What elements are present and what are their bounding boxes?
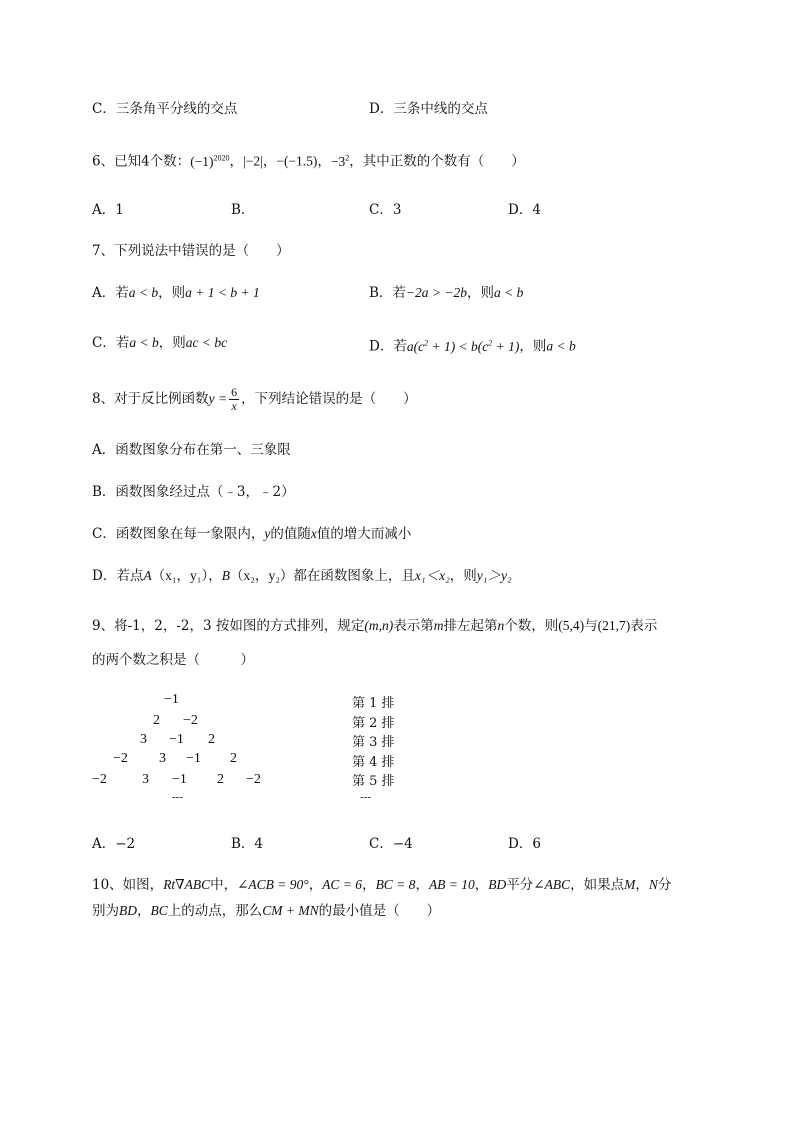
row-label: 第 4 排 — [352, 754, 395, 770]
q9-stem-line2: 的两个数之积是（ ） — [92, 652, 254, 668]
rows-ellipsis: --- — [360, 791, 371, 803]
triangle-ellipsis: --- — [172, 791, 183, 803]
q7-option-a: A．若a < b，则a + 1 < b + 1 — [92, 285, 260, 301]
q7-option-b: B．若−2a > −2b，则a < b — [369, 285, 524, 301]
q7-stem: 7、下列说法中错误的是（ ） — [92, 243, 290, 259]
q9-option-c: C．−4 — [369, 836, 413, 852]
q9-option-a: A．−2 — [92, 836, 136, 852]
q6-option-c: C．3 — [369, 202, 402, 218]
triangle-number: 2 — [217, 772, 224, 787]
q6-number-4: $-3^2$ — [330, 153, 350, 169]
row-labels — [352, 694, 395, 792]
q8-stem: 8、对于反比例函数y = $\frac{6}{x}$ ，下列结论错误的是（ ） — [92, 385, 417, 413]
q6-number-2: |−2| — [243, 153, 263, 169]
triangle-number: −2 — [92, 772, 107, 787]
row-label: 第 1 排 — [352, 696, 395, 711]
triangle-number: 2 — [208, 732, 215, 747]
triangle-number: 3 — [142, 772, 149, 787]
q5-option-c: C．三条角平分线的交点 — [92, 101, 238, 117]
q9-option-b: B．4 — [231, 836, 264, 852]
row-label: 第 5 排 — [352, 774, 395, 789]
triangle-number: 2 — [230, 751, 237, 766]
q6-option-a: A．1 — [92, 202, 124, 218]
triangle-number: −2 — [113, 751, 128, 766]
q5-option-d: D．三条中线的交点 — [369, 101, 488, 117]
q6-number-3: −(−1.5) — [276, 153, 318, 169]
q7-option-d: D．若$a(c^2 + 1) < b(c^2 + 1)$，则a < b — [369, 338, 576, 355]
q10-stem-line1: 10、如图，Rt∇ABC中，∠ACB = 90°，AC = 6，BC = 8，AB = 10，BD平分∠ABC，如果点M，N分 — [92, 877, 672, 893]
q8-option-d: D．若点A（x₁，y₁），B（x₂，y₂）都在函数图象上，且x₁＜x₂，则y₁＞y₂ — [92, 568, 512, 584]
triangle-number: −1 — [172, 772, 187, 787]
triangle-number: −1 — [186, 751, 201, 766]
triangle-number: −2 — [183, 713, 198, 728]
q8-option-a: A．函数图象分布在第一、三象限 — [92, 442, 291, 458]
q9-stem-line1: 9、将-1，2，-2，3 按如图的方式排列，规定(m,n)表示第m排左起第n个数，则(5,4)与(21,7)表示 — [92, 618, 658, 634]
row-label: 第 3 排 — [352, 735, 395, 750]
row-label: 第 2 排 — [352, 715, 395, 731]
triangle-number: −1 — [169, 732, 184, 747]
triangle-number: −2 — [246, 772, 261, 787]
q9-option-d: D．6 — [508, 836, 541, 852]
triangle-number: 3 — [140, 732, 147, 747]
q6-prefix: 6、已知4个数： — [92, 153, 191, 170]
q6-suffix: ，其中正数的个数有（ ） — [349, 153, 525, 170]
q7-option-c: C．若a < b，则ac < bc — [92, 335, 228, 351]
triangle-number: 2 — [153, 713, 160, 728]
triangle-number: 3 — [159, 751, 166, 766]
triangle-number: −1 — [164, 692, 179, 707]
q8-fraction: $\frac{6}{x}$ — [231, 385, 238, 413]
q6-number-1: $(-1)^{2020}$ — [190, 153, 230, 169]
q10-stem-line2: 别为BD，BC上的动点，那么CM + MN的最小值是（ ） — [92, 903, 441, 919]
q6-stem: 6、已知4个数：$(-1)^{2020}$，|−2|，−(−1.5)，$-3^2$，其中正数的个数有（ ） — [92, 153, 525, 170]
q8-option-b: B．函数图象经过点（﹣3，﹣2） — [92, 484, 295, 500]
q6-option-d: D．4 — [508, 202, 541, 218]
q6-option-b: B． — [231, 202, 255, 218]
q8-option-c: C．函数图象在每一象限内，y的值随x值的增大而减小 — [92, 526, 412, 542]
